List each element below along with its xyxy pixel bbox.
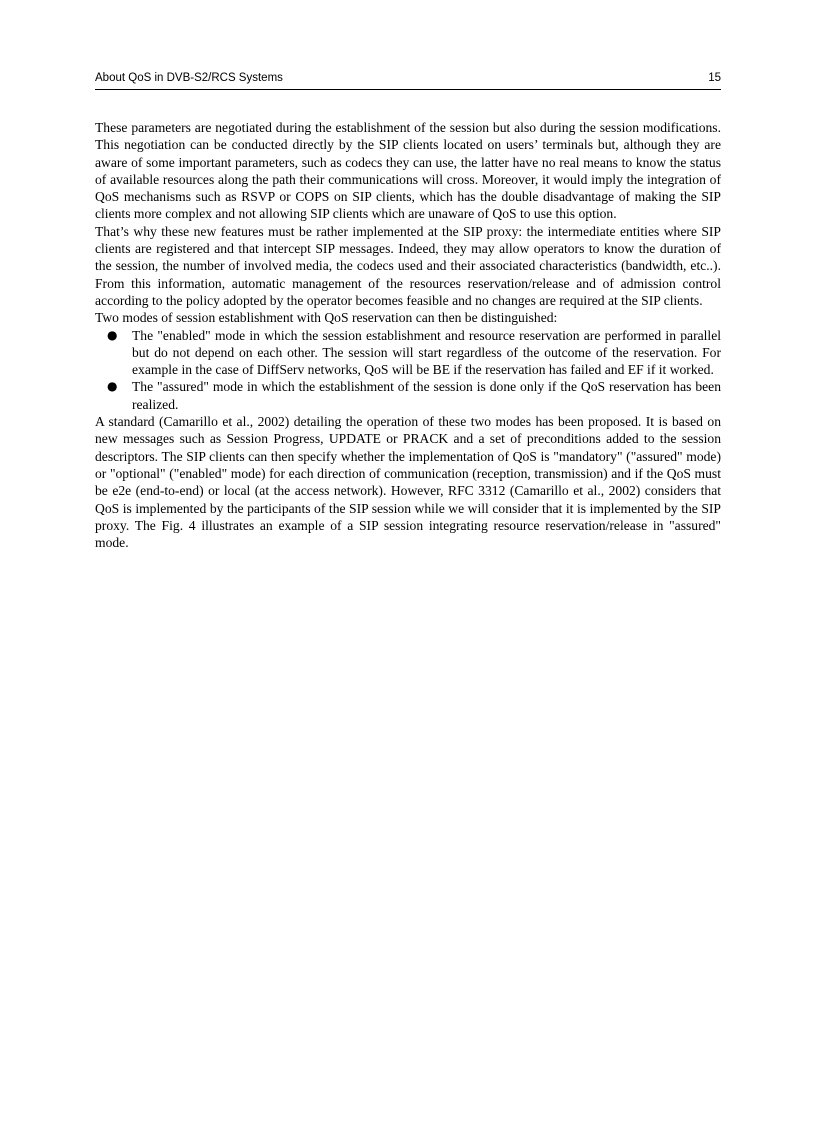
paragraph: That’s why these new features must be rather implemented at the SIP proxy: the intermediate entities where SIP clients are registered and that intercept SIP messages. Indeed, they may allow operators to know the duration of the session, the number of involved media, the codecs used and their associated characteristics (bandwidth, etc..). From this information, automatic management of the resources reservation/release and of admission control according to the policy adopted by the operator becomes feasible and no changes are required at the SIP clients. (95, 223, 721, 308)
page-number: 15 (708, 72, 721, 84)
body-text (95, 119, 721, 551)
list-item (95, 378, 721, 413)
bullet-icon: ● (107, 379, 118, 394)
running-header (95, 72, 721, 90)
paragraph: Two modes of session establishment with QoS reservation can then be distinguished: (95, 310, 558, 326)
bullet-icon: ● (107, 327, 118, 342)
list-item-text: The "assured" mode in which the establishment of the session is done only if the QoS reservation has been realized. (132, 379, 721, 412)
running-header-title: About QoS in DVB-S2/RCS Systems (95, 72, 283, 84)
paragraph: These parameters are negotiated during the establishment of the session but also during the session modifications. This negotiation can be conducted directly by the SIP clients located on users’ terminals but, although they are aware of some important parameters, such as codecs they can use, the latter have no real means to know the status of available resources along the path their communications will cross. Moreover, it would imply the integration of QoS mechanisms such as RSVP or COPS on SIP clients, which has the double disadvantage of making the SIP clients more complex and not allowing SIP clients which are unaware of QoS to use this option. (95, 120, 721, 222)
list-item-text: The "enabled" mode in which the session establishment and resource reservation are performed in parallel but do not depend on each other. The session will start regardless of the outcome of the reservation. For example in the case of DiffServ networks, QoS will be BE if the reservation has failed and EF if it worked. (132, 327, 721, 378)
list-item (95, 327, 721, 379)
paragraph: A standard (Camarillo et al., 2002) detailing the operation of these two modes has been proposed. It is based on new messages such as Session Progress, UPDATE or PRACK and a set of preconditions added to the session descriptors. The SIP clients can then specify whether the implementation of QoS is "mandatory" ("assured" mode) or "optional" ("enabled" mode) for each direction of communication (reception, transmission) and if the QoS must be e2e (end-to-end) or local (at the access network). However, RFC 3312 (Camarillo et al., 2002) considers that QoS is implemented by the participants of the SIP session while we will consider that it is implemented by the SIP proxy. The Fig. 4 illustrates an example of a SIP session integrating resource reservation/release in "assured" mode. (95, 414, 721, 551)
mode-list (95, 327, 721, 413)
